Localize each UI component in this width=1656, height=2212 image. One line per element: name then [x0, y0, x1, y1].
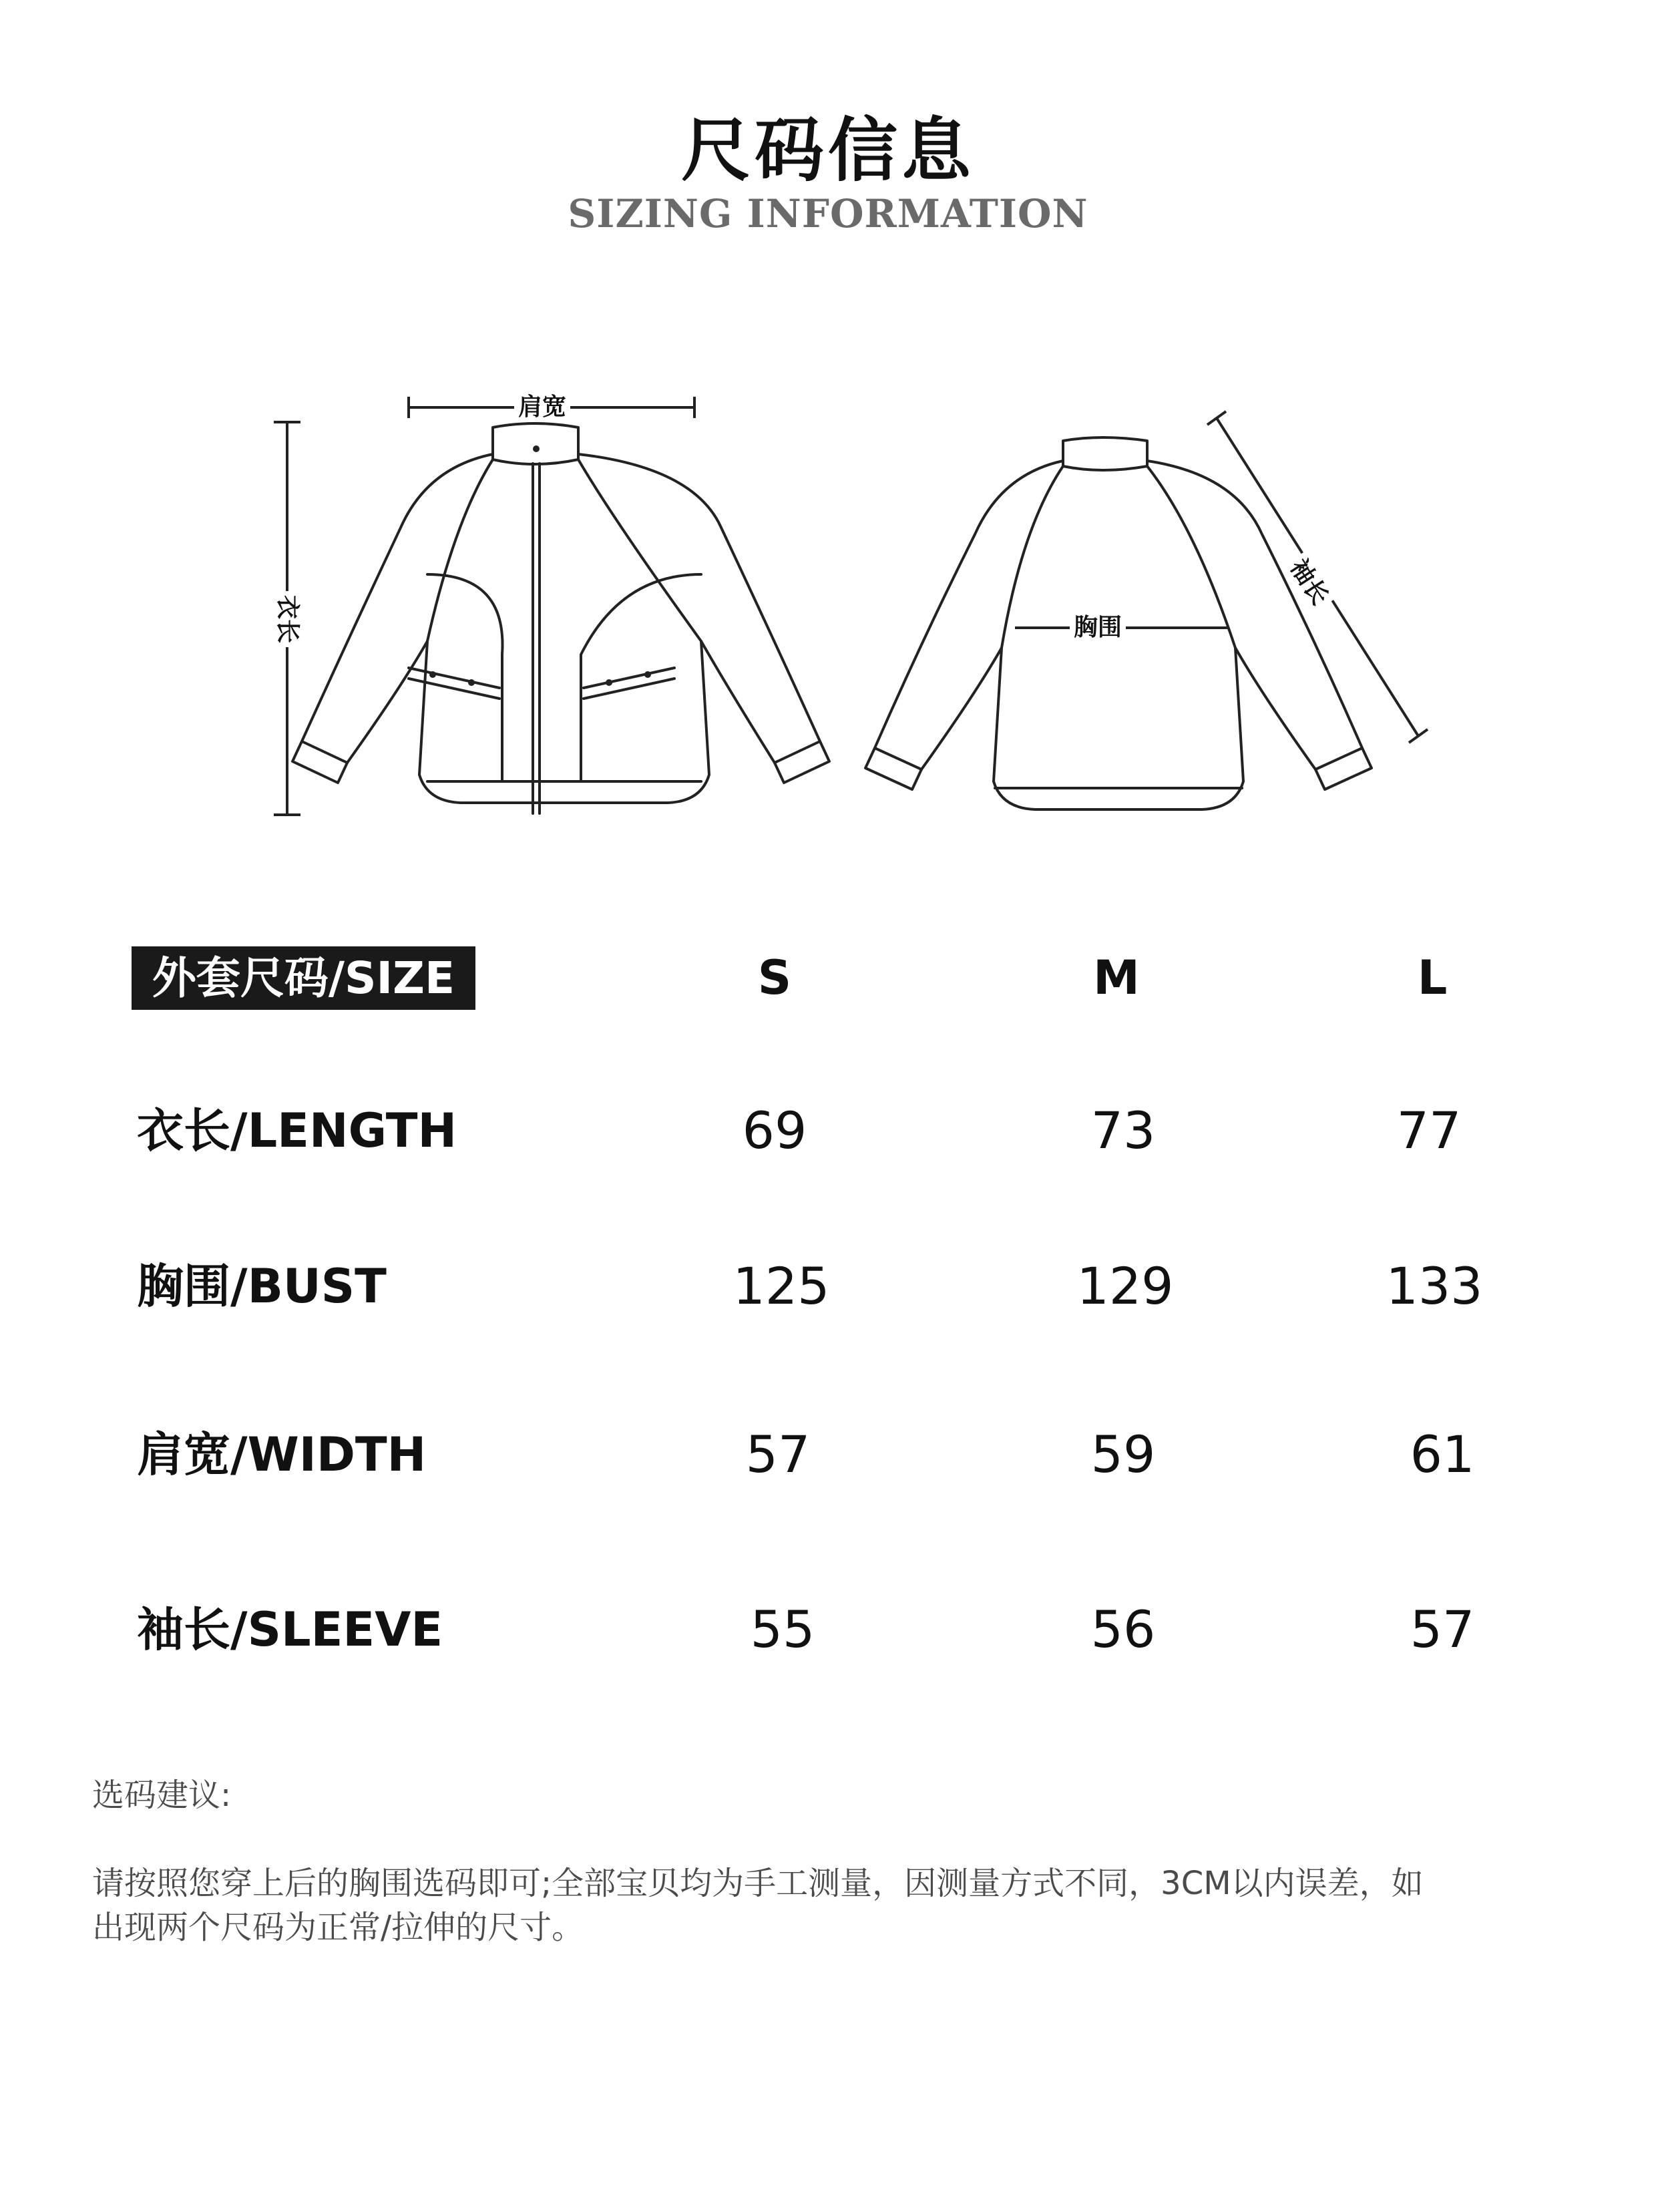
cell-bust-m: 129: [1076, 1256, 1174, 1316]
size-advice-heading: 选码建议:: [92, 1777, 232, 1814]
cell-sleeve-m: 56: [1090, 1600, 1156, 1659]
shoulder-width-label: 肩宽: [514, 393, 570, 422]
size-column-l: L: [1417, 950, 1448, 1005]
cell-length-s: 69: [742, 1101, 807, 1160]
row-label-width: 肩宽/WIDTH: [137, 1427, 427, 1482]
cell-width-l: 61: [1410, 1425, 1475, 1484]
bust-label: 胸围: [1070, 613, 1126, 642]
page-subtitle: SIZING INFORMATION: [568, 191, 1088, 236]
cell-width-s: 57: [745, 1425, 811, 1484]
dimension-lines: [274, 397, 1428, 815]
size-advice-line-1: 请按照您穿上后的胸围选码即可;全部宝贝均为手工测量，因测量方式不同，3CM以内误差，如: [92, 1865, 1424, 1902]
size-advice-line-2: 出现两个尺码为正常/拉伸的尺寸。: [92, 1909, 584, 1946]
cell-bust-l: 133: [1386, 1256, 1483, 1316]
row-label-bust: 胸围/BUST: [137, 1259, 387, 1314]
size-table-header: 外套尺码/SIZE: [132, 946, 475, 1010]
cell-sleeve-l: 57: [1410, 1600, 1475, 1659]
size-column-s: S: [757, 950, 792, 1005]
cell-width-m: 59: [1090, 1425, 1156, 1484]
cell-bust-s: 125: [733, 1256, 830, 1316]
jacket-sketches: [0, 374, 1656, 842]
page-title: 尺码信息: [680, 110, 975, 191]
front-jacket-sketch: [292, 423, 829, 813]
row-label-length: 衣长/LENGTH: [137, 1103, 457, 1158]
body-length-label: 衣长: [272, 591, 302, 647]
row-label-sleeve: 袖长/SLEEVE: [137, 1602, 443, 1657]
cell-sleeve-s: 55: [750, 1600, 815, 1659]
garment-diagram: [0, 374, 1656, 842]
sleeve-length-label: 袖长: [1281, 551, 1337, 614]
cell-length-l: 77: [1396, 1101, 1462, 1160]
cell-length-m: 73: [1090, 1101, 1156, 1160]
size-column-m: M: [1093, 950, 1140, 1005]
